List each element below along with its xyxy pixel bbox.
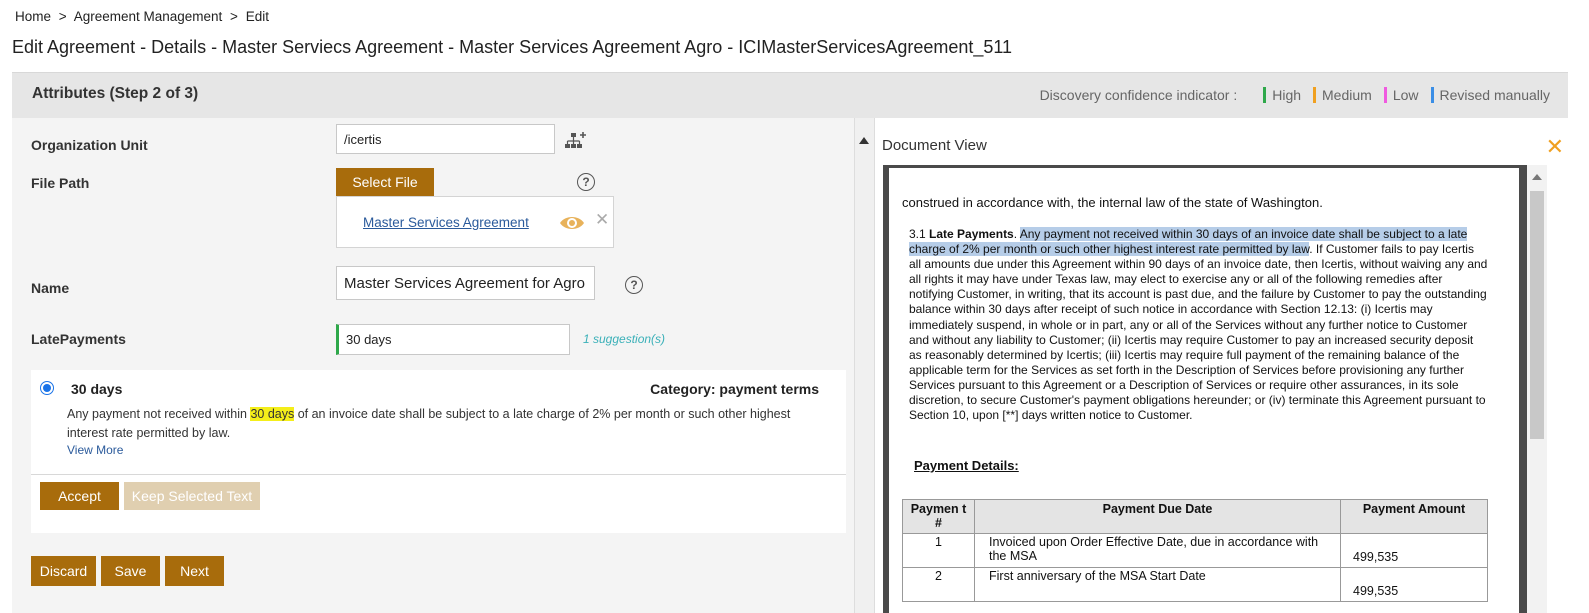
scroll-up-arrow-icon[interactable]	[859, 137, 869, 144]
suggestion-text	[67, 405, 827, 443]
table-cell: 499,535	[1341, 534, 1488, 568]
section-number: 3.1	[909, 227, 926, 241]
save-button[interactable]: Save	[101, 556, 160, 586]
legend-high-label: High	[1272, 87, 1302, 103]
suggestion-radio[interactable]	[40, 381, 54, 395]
legend-medium	[1313, 87, 1372, 103]
accept-button[interactable]: Accept	[40, 482, 119, 510]
suggestion-title: 30 days	[71, 381, 123, 397]
legend-low-bar	[1384, 87, 1387, 103]
select-file-button[interactable]: Select File	[336, 168, 434, 196]
scroll-up-arrow-icon[interactable]	[1532, 174, 1542, 180]
help-icon[interactable]: ?	[625, 276, 643, 294]
breadcrumb-separator: >	[58, 9, 67, 24]
legend-revised	[1431, 87, 1551, 103]
table-cell: Invoiced upon Order Effective Date, due in accordance with the MSA	[975, 534, 1341, 568]
panel-scrollbar[interactable]	[855, 118, 875, 613]
breadcrumb-agreement-management[interactable]: Agreement Management	[73, 9, 223, 24]
legend-high	[1263, 87, 1301, 103]
suggestion-category: Category: payment terms	[650, 381, 819, 397]
view-more-link[interactable]: View More	[67, 443, 124, 457]
file-link[interactable]: Master Services Agreement	[363, 215, 529, 230]
suggestion-text-pre: Any payment not received within	[67, 407, 251, 421]
legend-medium-label: Medium	[1322, 87, 1372, 103]
confidence-legend	[1040, 87, 1550, 103]
table-header-row	[903, 500, 1488, 534]
attributes-form	[12, 118, 854, 613]
breadcrumb-edit: Edit	[245, 9, 269, 24]
org-unit-input[interactable]: /icertis	[336, 124, 555, 154]
discard-button[interactable]: Discard	[31, 556, 96, 586]
suggestion-text-post: of an invoice date shall be subject to a late charge of 2% per month or such other highest	[294, 407, 791, 421]
table-cell: 499,535	[1341, 568, 1488, 602]
table-cell: 1	[903, 534, 975, 568]
eye-icon[interactable]	[559, 214, 585, 237]
legend-low-label: Low	[1392, 87, 1419, 103]
close-icon[interactable]: ✕	[1545, 134, 1564, 159]
table-header: Payment Due Date	[975, 500, 1341, 534]
table-header: Payment Amount	[1341, 500, 1488, 534]
table-header: Paymen t #	[903, 500, 975, 534]
step-header	[12, 72, 1568, 118]
remove-file-icon[interactable]: ✕	[595, 210, 610, 229]
suggestion-highlight: 30 days	[250, 407, 295, 421]
document-scrollbar[interactable]	[1527, 165, 1547, 613]
table-cell: 2	[903, 568, 975, 602]
scrollbar-thumb[interactable]	[1530, 191, 1544, 439]
breadcrumb-separator: >	[230, 9, 238, 24]
file-path-label: File Path	[31, 175, 90, 191]
legend-low	[1384, 87, 1419, 103]
next-button[interactable]: Next	[165, 556, 224, 586]
breadcrumb-home[interactable]: Home	[15, 9, 52, 24]
section-title: Late Payments	[929, 227, 1014, 241]
payment-details-heading: Payment Details:	[914, 458, 1019, 473]
card-divider	[31, 474, 846, 475]
doc-text-line: construed in accordance with, the internal law of the state of Washington.	[902, 195, 1323, 210]
table-cell: First anniversary of the MSA Start Date	[975, 568, 1341, 602]
org-hierarchy-icon[interactable]	[565, 131, 587, 156]
legend-revised-label: Revised manually	[1439, 87, 1550, 103]
name-input[interactable]: Master Services Agreement for Agro	[336, 266, 595, 300]
doc-section-late-payments: 3.1 Late Payments. Any payment not received within 30 days of an invoice date shall be subject to a late charge of 2% per month or such other highest interest rate permitted by law. If Customer fails to pay Icertis all amounts due under this Agreement within 90 days of an invoice date, then Icertis, without waiving any and all rights it may have under Texas law, may elect to exercise any or all of the following remedies after notifying Customer, in writing, that its account is past due, and the failure by Customer to pay the outstanding balance within 30 days after receipt of such notice in accordance with Section 12.13: (i) Icertis may immediately suspend, in whole or in part, any or all of the Services without any further notice to Customer and without any liability to Customer; (ii) Icertis may require Customer to pay an increased security deposit as reasonably determined by Icertis; (iii) Icertis may require full payment of the remaining balance of the applicable term for the Services as set forth in the Description of Services before provisioning any further Services pursuant to this Agreement or a Description of Services or require other assurances, in its sole discretion, to secure Customer's payment obligations hereunder; or (iv) terminate this Agreement pursuant to Section 10, upon [**] days written notice to Customer.	[909, 227, 1488, 423]
org-unit-label: Organization Unit	[31, 137, 148, 153]
table-row	[903, 534, 1488, 568]
page-title: Edit Agreement - Details - Master Serviecs Agreement - Master Services Agreement Agro - ICIMasterServicesAgreement_511	[12, 37, 1013, 57]
selected-text: Any payment not received within 30 days of an invoice date shall be subject to a late charge of 2% per month or such other highest interest rate permitted by law	[909, 227, 1468, 257]
legend-high-bar	[1263, 87, 1266, 103]
breadcrumb	[15, 9, 273, 24]
late-payments-label: LatePayments	[31, 331, 126, 347]
step-title: Attributes (Step 2 of 3)	[32, 85, 199, 102]
confidence-label: Discovery confidence indicator :	[1039, 87, 1238, 103]
legend-medium-bar	[1313, 87, 1316, 103]
document-view-title: Document View	[882, 137, 987, 154]
payment-table	[902, 499, 1488, 602]
name-label: Name	[31, 280, 70, 296]
suggestion-text-line2: interest rate permitted by law.	[67, 426, 231, 440]
table-row	[903, 568, 1488, 602]
section-body: . If Customer fails to pay Icertis all amounts due under this Agreement within 90 days of an invoice date, then Icertis, without waiving any and all rights it may have under Texas law, may elect to exercise any or all of the following remedies after notifying Customer, in writing, that its account is past due, and the failure by Customer to pay the outstanding balance within 30 days after receipt of such notice in accordance with Section 12.13: (i) Icertis may immediately suspend, in whole or in part, any or all of the Services without any further notice to Customer and without any liability to Customer; (ii) Icertis may require Customer to pay an increased security deposit as reasonably determined by Icertis; (iii) Icertis may require full payment of the remaining balance of the applicable term for the Services as set forth in the Description of Services before provisioning any further Services pursuant to this Agreement or a Description of Services or require other assurances, in its sole discretion, to secure Customer's payment obligations hereunder; or (iv) terminate this Agreement pursuant to Section 10, upon [**] days written notice to Customer.	[909, 242, 1488, 423]
file-attachment	[336, 196, 614, 248]
suggestion-card	[31, 370, 846, 533]
keep-selected-text-button[interactable]: Keep Selected Text	[124, 482, 260, 510]
suggestions-link[interactable]: 1 suggestion(s)	[583, 332, 666, 346]
help-icon[interactable]: ?	[577, 173, 595, 191]
document-view-panel	[854, 118, 1568, 613]
legend-revised-bar	[1431, 87, 1434, 103]
document-viewer	[883, 165, 1547, 613]
late-payments-input[interactable]: 30 days	[336, 324, 570, 355]
document-page[interactable]	[889, 168, 1519, 613]
